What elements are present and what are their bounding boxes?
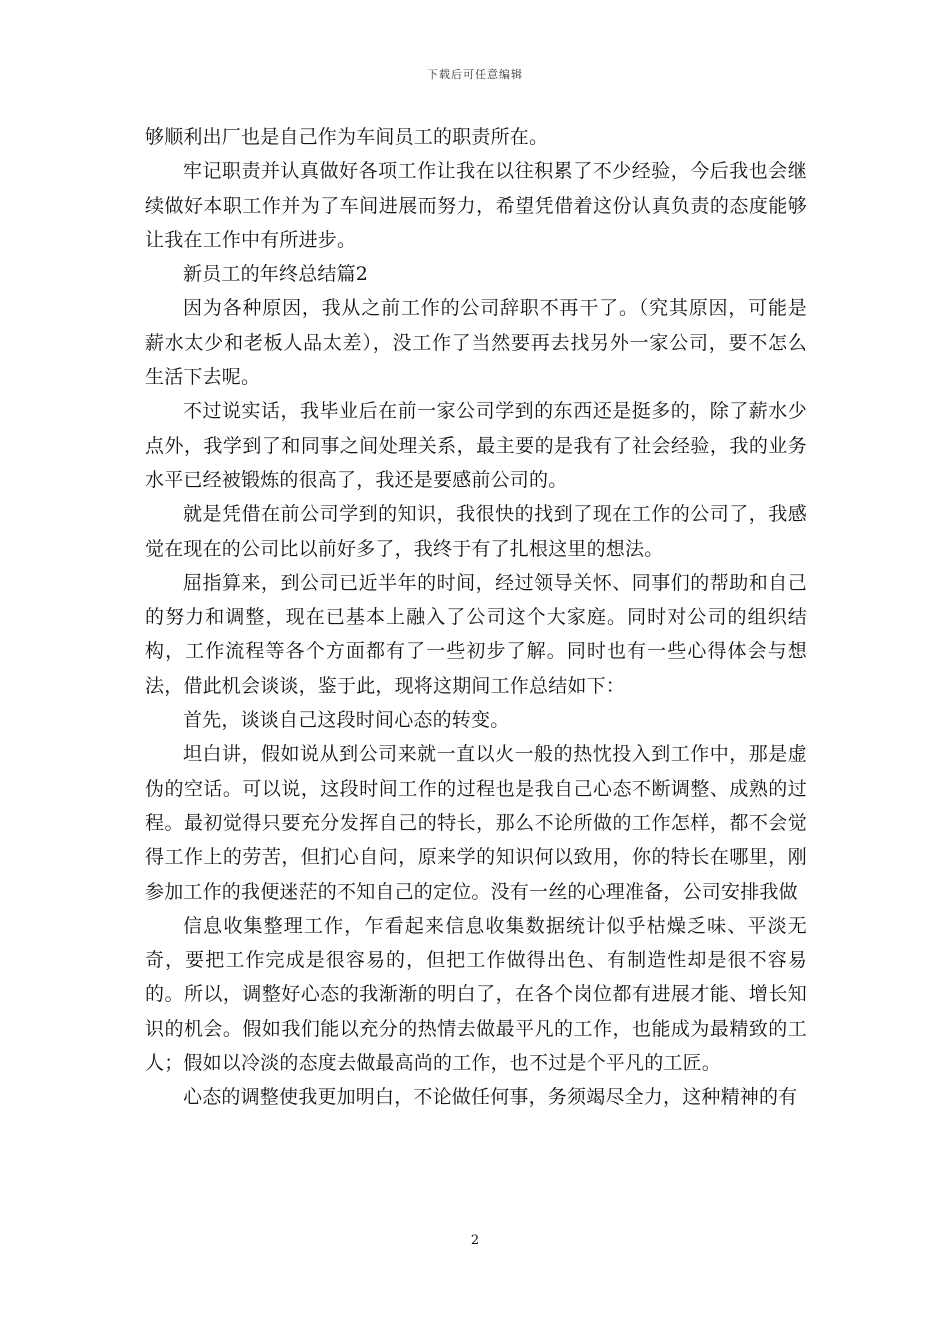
paragraph-9: 信息收集整理工作，乍看起来信息收集数据统计似乎枯燥乏味、平淡无奇，要把工作完成是很容易的，但把工作做得出色、有制造性却是很不容易的。所以，调整好心态的我渐渐的明白了，在各个岗位都有进展才能、增长知识的机会。假如我们能以充分的热情去做最平凡的工作，也能成为最精致的工人；假如以冷淡的态度去做最高尚的工作，也不过是个平凡的工匠。 (145, 914, 807, 1075)
paragraph-6: 屈指算来，到公司已近半年的时间，经过领导关怀、同事们的帮助和自己的努力和调整，现在已基本上融入了公司这个大家庭。同时对公司的组织结构，工作流程等各个方面都有了一些初步了解。同时也有一些心得体会与想法，借此机会谈谈，鉴于此，现将这期间工作总结如下： (145, 571, 807, 697)
paragraph-1: 够顺利出厂也是自己作为车间员工的职责所在。 (145, 126, 549, 148)
paragraph-3: 因为各种原因，我从之前工作的公司辞职不再干了。（究其原因，可能是薪水太少和老板人品太差），没工作了当然要再去找另外一家公司，要不怎么生活下去呢。 (145, 297, 807, 389)
page-number: 2 (470, 1233, 480, 1248)
document-body (145, 120, 807, 1115)
paragraph-8: 坦白讲，假如说从到公司来就一直以火一般的热忱投入到工作中，那是虚伪的空话。可以说，这段时间工作的过程也是我自己心态不断调整、成熟的过程。最初觉得只要充分发挥自己的特长，那么不论所做的工作怎样，都不会觉得工作上的劳苦，但扪心自问，原来学的知识何以致用，你的特长在哪里，刚参加工作的我便迷茫的不知自己的定位。没有一丝的心理准备，公司安排我做 (145, 743, 807, 903)
paragraph-10: 心态的调整使我更加明白，不论做任何事，务须竭尽全力，这种精神的有 (183, 1086, 798, 1109)
paragraph-2: 牢记职责并认真做好各项工作让我在以往积累了不少经验，今后我也会继续做好本职工作并为了车间进展而努力，希望凭借着这份认真负责的态度能够让我在工作中有所进步。 (145, 160, 807, 251)
paragraph-5: 就是凭借在前公司学到的知识，我很快的找到了现在工作的公司了，我感觉在现在的公司比以前好多了，我终于有了扎根这里的想法。 (145, 503, 807, 560)
section-heading: 新员工的年终总结篇2 (183, 263, 369, 286)
paragraph-7: 首先，谈谈自己这段时间心态的转变。 (183, 709, 510, 732)
paragraph-4: 不过说实话，我毕业后在前一家公司学到的东西还是挺多的，除了薪水少点外，我学到了和同事之间处理关系，最主要的是我有了社会经验，我的业务水平已经被锻炼的很高了，我还是要感前公司的。 (145, 400, 807, 491)
page-header: 下载后可任意编辑 (427, 68, 523, 81)
